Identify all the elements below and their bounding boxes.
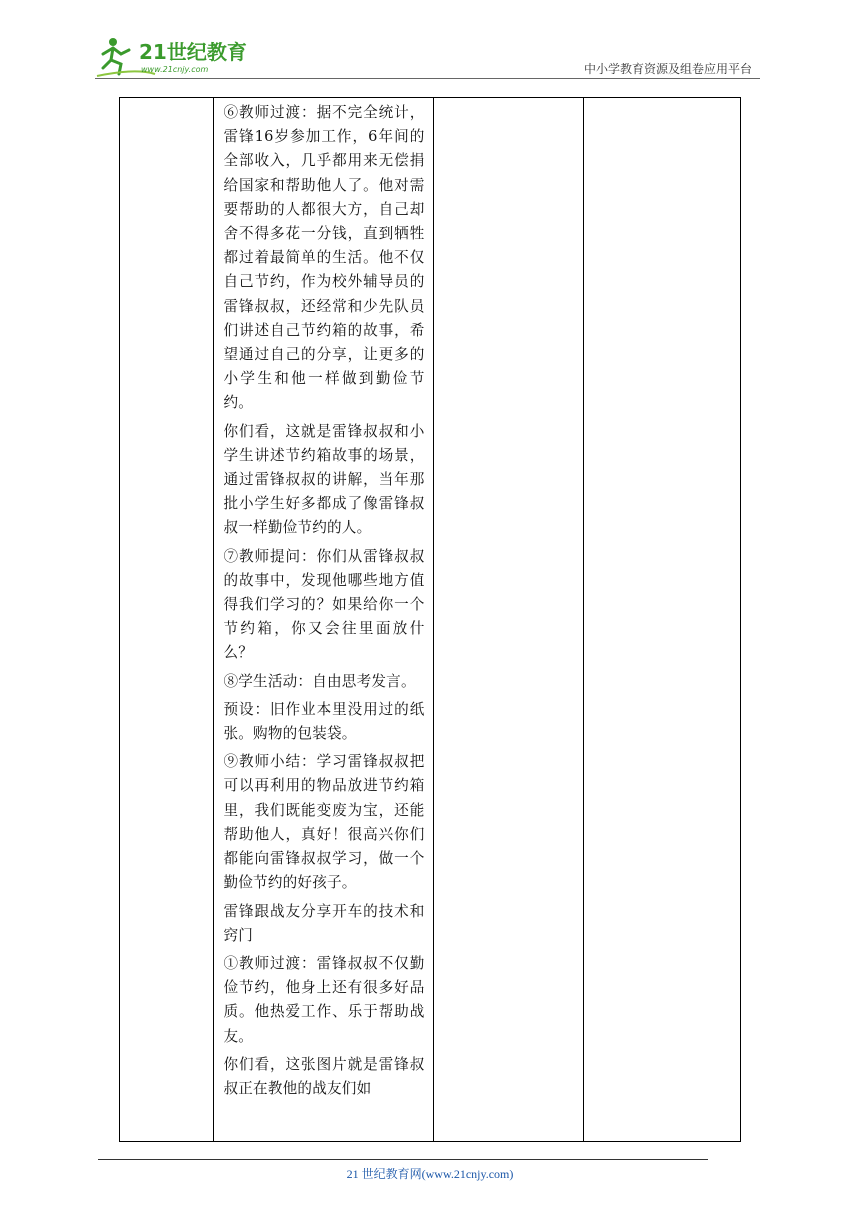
page-header bbox=[95, 30, 760, 80]
footer-divider bbox=[98, 1159, 708, 1160]
header-divider bbox=[95, 78, 760, 79]
activity-content bbox=[214, 98, 432, 1101]
lesson-table bbox=[119, 97, 741, 1142]
paragraph: 雷锋跟战友分享开车的技术和窍门 bbox=[223, 902, 425, 944]
paragraph: ⑨教师小结：学习雷锋叔叔把可以再利用的物品放进节约箱里，我们既能变废为宝，还能帮助他人，真好！很高兴你们都能向雷锋叔叔学习，做一个勤俭节约的好孩子。 bbox=[223, 753, 425, 892]
logo-text: 21世纪教育 bbox=[139, 40, 247, 64]
paragraph: ①教师过渡：雷锋叔叔不仅勤俭节约，他身上还有很多好品质。他热爱工作、乐于帮助战友。 bbox=[223, 954, 425, 1045]
paragraph: ⑧学生活动：自由思考发言。 bbox=[223, 672, 416, 690]
paragraph: ⑥教师过渡：据不完全统计，雷锋16岁参加工作，6年间的全部收入，几乎都用来无偿捐给国家和帮助他人了。他对需要帮助的人都很大方，自己却舍不得多花一分钱，直到牺牲都过着最简单的生活。他不仅自己节约，作为校外辅导员的雷锋叔叔，还经常和少先队员们讲述自己节约箱的故事，希望通过自己的分享，让更多的小学生和他一样做到勤俭节约。 bbox=[223, 104, 425, 412]
table-cell-stage bbox=[120, 98, 214, 1142]
paragraph: 预设：旧作业本里没用过的纸张。购物的包装袋。 bbox=[223, 700, 425, 743]
table-cell-intent bbox=[584, 98, 741, 1142]
platform-name: 中小学教育资源及组卷应用平台 bbox=[583, 62, 752, 76]
footer-link[interactable]: 21 世纪教育网(www.21cnjy.com) bbox=[346, 1167, 514, 1181]
paragraph: 你们看，这张图片就是雷锋叔叔正在教他的战友们如 bbox=[223, 1055, 425, 1097]
paragraph: 你们看，这就是雷锋叔叔和小学生讲述节约箱故事的场景，通过雷锋叔叔的讲解，当年那批小学生好多都成了像雷锋叔叔一样勤俭节约的人。 bbox=[223, 422, 425, 537]
site-logo bbox=[95, 34, 255, 78]
logo-url: www.21cnjy.com bbox=[141, 65, 209, 74]
table-cell-student bbox=[433, 98, 584, 1142]
paragraph: ⑦教师提问：你们从雷锋叔叔的故事中，发现他哪些地方值得我们学习的？如果给你一个节约箱，你又会往里面放什么？ bbox=[223, 547, 425, 662]
table-row bbox=[120, 98, 741, 1142]
table-cell-activity bbox=[214, 98, 433, 1142]
